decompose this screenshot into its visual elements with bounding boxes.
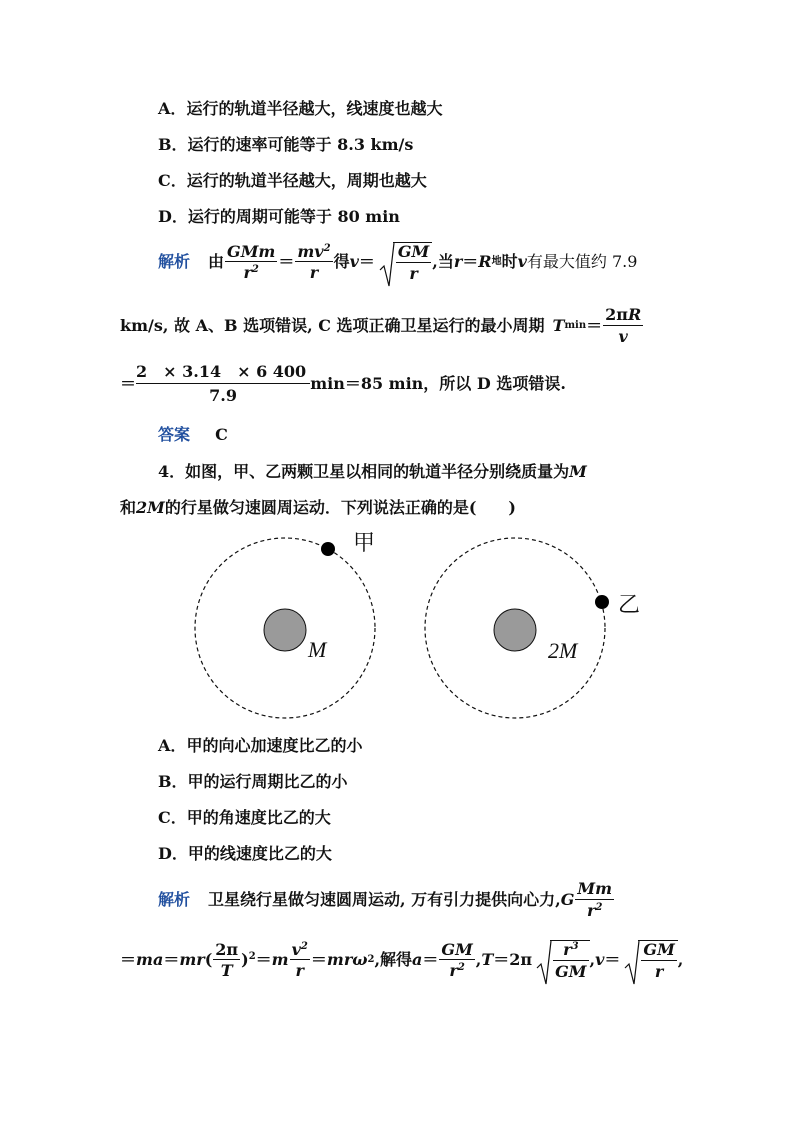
q3-option-b: B．运行的速率可能等于 8.3 km/s	[158, 135, 414, 154]
q3-option-d: D．运行的周期可能等于 80 min	[158, 207, 400, 226]
analysis-de: 得	[333, 252, 350, 272]
formula-v2-over-r: $\frac{v^2}{r}$	[291, 939, 308, 981]
option-letter: D	[158, 844, 172, 863]
q4-option-a: A．甲的向心加速度比乙的小	[158, 736, 363, 755]
formula-2pi-over-t: $\frac{2\pi}{T}$	[215, 939, 239, 981]
q4-stem-rest: 的行星做匀速圆周运动．下列说法正确的是( )	[164, 498, 517, 517]
formula-gm-over-r2: $\frac{GM}{r^2}$	[441, 939, 473, 981]
option-letter: B	[158, 135, 172, 154]
analysis-text: 卫星绕行星做匀速圆周运动, 万有引力提供向心力,	[208, 889, 561, 909]
option-text: 运行的轨道半径越大，线速度也越大	[186, 99, 443, 118]
formula-sqrt-gm-r-2: $\frac{GM}{r}$	[624, 940, 677, 980]
q3-option-a: A．运行的轨道半径越大，线速度也越大	[158, 99, 443, 118]
formula-sqrt-r3-gm: $\frac{r^3}{GM}$	[536, 940, 589, 980]
analysis-label: 解析	[158, 252, 191, 272]
q4-stem-line2	[120, 500, 516, 516]
q4-option-c: C．甲的角速度比乙的大	[158, 808, 331, 827]
formula-sqrt-gm-r: $\frac{GM}{r}$	[379, 242, 432, 282]
answer-value: C	[215, 425, 228, 444]
formula-2pir-over-v: $\frac{2\pi R}{v}$	[605, 305, 642, 346]
q4-analysis-line1: 解析 卫星绕行星做匀速圆周运动, 万有引力提供向心力, G $\frac{Mm}{r^2}$	[158, 879, 613, 920]
satellite-left	[321, 542, 335, 556]
option-letter: D	[158, 207, 172, 226]
period-result: min＝85 min，所以 D 选项错误.	[310, 374, 566, 393]
option-text: 甲的线速度比乙的大	[187, 844, 332, 863]
satellite-right	[595, 595, 609, 609]
formula-mv2-over-r: $\frac{mv^2}{r}$	[297, 241, 331, 283]
q4-option-d: D．甲的线速度比乙的大	[158, 844, 332, 863]
analysis-intro: 由	[208, 252, 225, 272]
analysis-line2: km/s, 故 A、B 选项错误, C 选项正确卫星运行的最小周期	[120, 315, 545, 335]
planet-left	[264, 609, 306, 651]
analysis-max: 时	[501, 252, 518, 272]
q3-analysis-line3: ＝ $\frac{2 \times 3.14 \times 6 400}{7.9}$ min＝85 min，所以 D 选项错误.	[120, 362, 566, 405]
q4-stem-line1	[158, 464, 587, 480]
period-denominator: 7.9	[209, 386, 238, 405]
sat-left-label: 甲	[353, 530, 376, 555]
orbit-figure	[180, 528, 650, 728]
option-letter: B	[158, 772, 172, 791]
option-text: 甲的运行周期比乙的小	[187, 772, 348, 791]
formula-period-calc	[136, 364, 310, 404]
q4-stem-2m: 2M	[136, 498, 165, 517]
option-text: 运行的速率可能等于 8.3 km/s	[187, 135, 414, 154]
analysis-maxval: 有最大值约 7.9	[526, 252, 638, 272]
option-text: 甲的角速度比乙的大	[186, 808, 331, 827]
planet-right-label: 2M	[548, 638, 578, 663]
option-letter: A	[158, 99, 171, 118]
q4-stem-and: 和	[120, 498, 137, 517]
planet-left-label: M	[308, 637, 327, 662]
option-letter: A	[158, 736, 171, 755]
q3-answer	[158, 427, 228, 443]
planet-right	[494, 609, 536, 651]
formula-gmm-over-r2: $\frac{\text{GMm}}{r^2}$	[227, 241, 276, 283]
q4-stem-m: M	[569, 462, 587, 481]
analysis-when: ,当	[432, 252, 454, 272]
q3-analysis-line1: 解析 由 $\frac{\text{GMm}}{r^2}$ ＝ $\frac{mv^2}{r}$ 得 v ＝ $\frac{GM}{r}$ ,当 r ＝ R 地 时 v 有最大值约 7.9	[158, 242, 637, 282]
option-letter: C	[158, 171, 171, 190]
q3-analysis-line2: km/s, 故 A、B 选项错误, C 选项正确卫星运行的最小周期 T min ＝ $\frac{2\pi R}{v}$	[120, 305, 642, 346]
period-numerator: 2 × 3.14 × 6 400	[136, 364, 310, 384]
analysis-label: 解析	[158, 889, 191, 909]
q3-option-c: C．运行的轨道半径越大，周期也越大	[158, 171, 427, 190]
analysis-solve: ,解得	[374, 950, 413, 970]
q4-analysis-line2: ＝ ma ＝ mr ( $\frac{2\pi}{T}$ )$^2$ ＝ m $\frac{v^2}{r}$ ＝ mrω 2 ,解得 a ＝ $\frac{GM}{r^2}$ , T ＝2π $\frac{r^3}{GM}$ , v ＝ $\frac{GM}{r}$ ,	[120, 940, 683, 980]
option-text: 运行的周期可能等于 80 min	[187, 207, 400, 226]
sat-right-label: 乙	[618, 592, 641, 617]
q4-stem-text: 4．如图，甲、乙两颗卫星以相同的轨道半径分别绕质量为	[158, 462, 570, 481]
option-text: 甲的向心加速度比乙的小	[186, 736, 363, 755]
option-text: 运行的轨道半径越大，周期也越大	[186, 171, 427, 190]
option-letter: C	[158, 808, 171, 827]
answer-label: 答案	[158, 425, 191, 444]
formula-mm-over-r2: $\frac{Mm}{r^2}$	[577, 879, 613, 920]
q4-option-b: B．甲的运行周期比乙的小	[158, 772, 348, 791]
